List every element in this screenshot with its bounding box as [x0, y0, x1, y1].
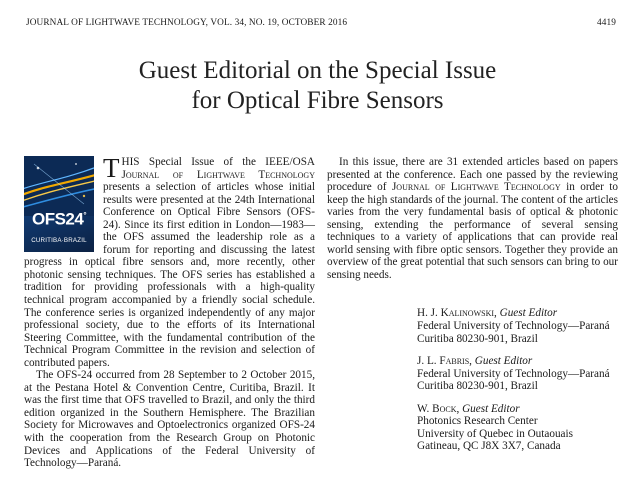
light-streaks-graphic: [24, 156, 94, 216]
editor-address: Gatineau, QC J8X 3X7, Canada: [417, 440, 561, 453]
editor-affiliation: Federal University of Technology—Paraná: [417, 320, 610, 333]
editor-role: Guest Editor: [462, 402, 520, 415]
guest-editors: [417, 307, 618, 452]
editor-name: J. L. Fabris: [417, 355, 470, 368]
journal-name: Journal of Lightwave Technology: [121, 168, 315, 181]
running-header: [26, 18, 616, 32]
editor-university: University of Quebec in Outaouais: [417, 427, 573, 440]
page-number: 4419: [597, 18, 616, 28]
right-paragraph-1: In this issue, there are 31 extended articles based on papers presented at the conference. Each one passed by the reviewing procedure of Journal of Lightwave Technology in order to keep the high standards of the journal. The content of the articles varies from the very fundamental basis of optical & photonic sensing, extending the performance of several sensing techniques to a variety of applications that can provide real world sensing with fibre optic sensors. Together they provide an overview of the great potential that such sensors can bring to our sensing needs.: [327, 156, 618, 281]
editor-bock: W. Bock, Guest Editor Photonics Research Center University of Quebec in Outaouais Gatineau, QC J8X 3X7, Canada: [417, 403, 618, 453]
journal-header: JOURNAL OF LIGHTWAVE TECHNOLOGY, VOL. 34, NO. 19, OCTOBER 2016: [26, 18, 348, 28]
editor-name: H. J. Kalinowski: [417, 307, 495, 320]
logo-city: CURITIBA·BRAZIL: [31, 237, 87, 244]
left-column: [24, 153, 315, 470]
journal-name: Journal of Lightwave Technology: [391, 181, 561, 194]
drop-cap: T: [103, 153, 120, 183]
editor-fabris: J. L. Fabris, Guest Editor Federal University of Technology—Paraná Curitiba 80230-901, Brazil: [417, 355, 618, 393]
left-paragraph-2: The OFS-24 occurred from 28 September to 2 October 2015, at the Pestana Hotel & Convention Centre, Curitiba, Brazil. It was the first time that OFS travelled to Brazil, and only the third edition organized in the Southern Hemisphere. The Brazilian Society for Microwaves and Optoelectronics organized OFS-24 with the cooperation from the Research Group on Photonic Devices and Applications of the Federal University of Technology—Paraná.: [24, 369, 315, 470]
editor-name: W. Bock: [417, 402, 457, 415]
editor-role: Guest Editor: [474, 355, 533, 368]
title-line-1: Guest Editorial on the Special Issue: [138, 57, 497, 84]
title-line-2: for Optical Fibre Sensors: [191, 87, 444, 114]
editor-role: Guest Editor: [499, 307, 558, 320]
right-column: [327, 156, 618, 463]
editor-kalinowski: H. J. Kalinowski, Guest Editor Federal University of Technology—Paraná Curitiba 80230-901, Brazil: [417, 307, 618, 345]
ofs24-logo: [24, 156, 94, 252]
article-title: [0, 56, 635, 116]
editor-affiliation: Federal University of Technology—Paraná: [417, 367, 610, 380]
logo-text: OFS24°: [31, 209, 87, 229]
left-paragraph-1: THIS Special Issue of the IEEE/OSA Journal of Lightwave Technology presents a selection of articles whose initial results were presented at the 24th International Conference on Optical Fibre Sensors (OFS-24). Since its first edition in London—1983—the OFS assumed the leadership role as a forum for reporting and discussing the latest progress in optical fibre sensors and, more recently, other photonic sensing techniques. The OFS series has established a tradition for providing professionals with a high-quality technical program accompanied by a friendly social schedule. The conference series is organized independently of any major professional society, due to the efforts of its International Steering Committee, with the fundamental contribution of the Technical Program Committee in the revision and selection of contributed papers.: [24, 153, 315, 369]
editor-address: Curitiba 80230-901, Brazil: [417, 380, 538, 393]
editor-affiliation: Photonics Research Center: [417, 415, 538, 428]
editor-address: Curitiba 80230-901, Brazil: [417, 332, 538, 345]
